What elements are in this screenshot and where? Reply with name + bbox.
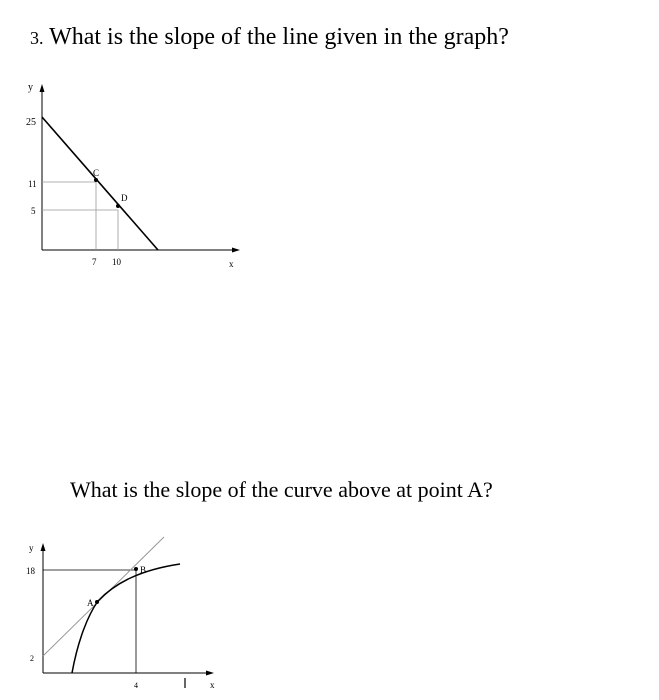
graph-1-y-tick-25: 25	[26, 117, 36, 128]
graph-1	[26, 82, 240, 269]
question-1-text: What is the slope of the line given in the graph?	[49, 24, 509, 50]
graph-1-x-tick-10: 10	[112, 257, 121, 267]
graph-1-point-label-c: C	[93, 168, 100, 178]
graph-2-x-tick-4: 4	[134, 681, 138, 690]
graph-2-point-a	[95, 600, 99, 604]
graph-1-y-label: y	[28, 82, 33, 93]
graph-2-x-label: x	[210, 680, 215, 690]
graph-1-point-c	[94, 178, 98, 182]
graph-2-x-axis-arrow	[206, 671, 214, 676]
graph-1-x-tick-7: 7	[92, 257, 97, 267]
question-number: 3.	[30, 28, 44, 48]
graph-2-y-tick-2: 2	[30, 654, 34, 663]
question-2-title: What is the slope of the curve above at point A?	[70, 477, 493, 502]
graph-2-point-label-b: B	[140, 565, 147, 575]
graph-2-y-tick-18: 18	[26, 566, 35, 576]
graph-1-x-label: x	[229, 259, 234, 269]
graph-1-y-tick-11: 11	[28, 179, 37, 189]
graph-1-line	[42, 117, 158, 250]
graph-2	[26, 537, 215, 690]
graph-2-y-label: y	[29, 543, 34, 553]
graph-2-curve	[72, 564, 180, 673]
graph-1-point-label-d: D	[121, 193, 128, 203]
graph-1-y-tick-5: 5	[31, 206, 36, 216]
graph-2-point-b	[134, 567, 138, 571]
graph-2-point-label-a: A	[87, 598, 94, 608]
graph-1-point-d	[116, 204, 120, 208]
graph-2-y-axis-arrow	[41, 543, 46, 551]
graph-1-x-axis-arrow	[232, 248, 240, 253]
graph-1-y-axis-arrow	[40, 84, 45, 92]
